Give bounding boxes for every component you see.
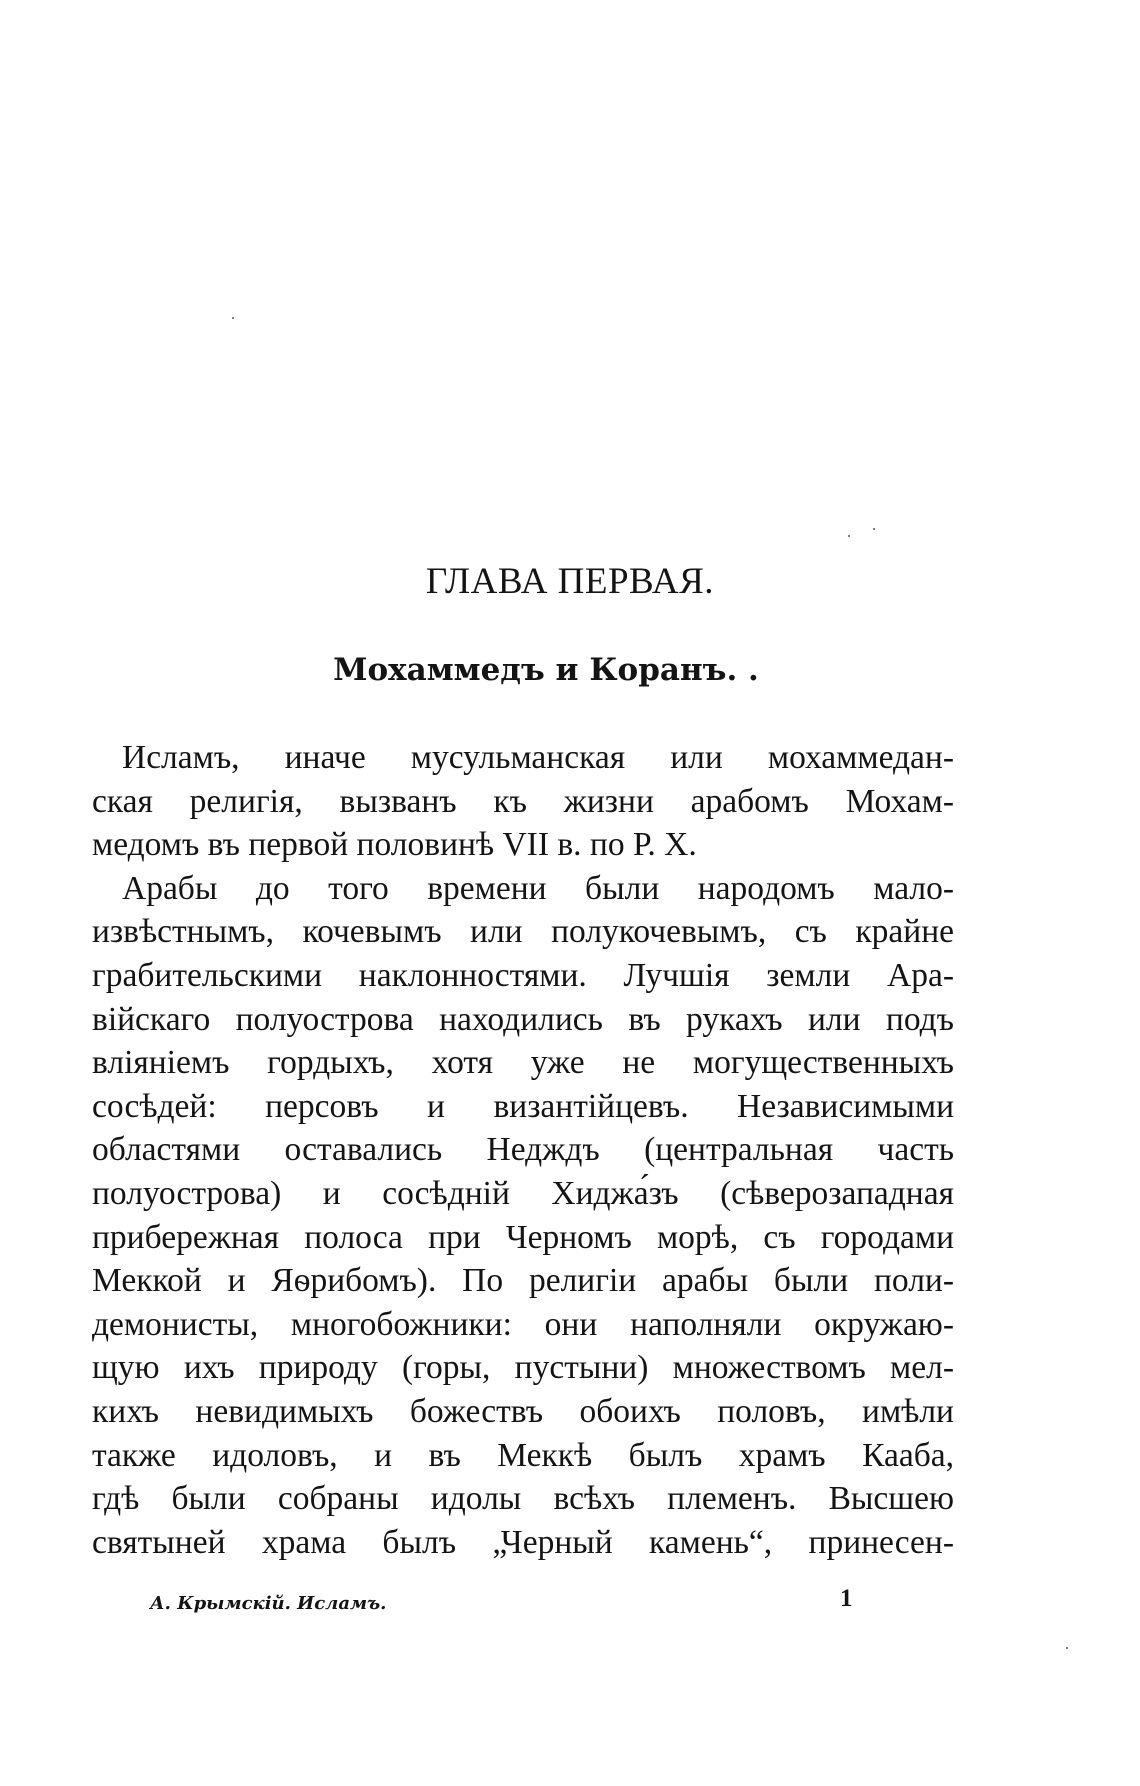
body-text	[92, 736, 954, 1564]
page-number: 1	[840, 1585, 853, 1612]
paragraph	[92, 867, 954, 1565]
text-line: областями оставались Недждъ (центральная часть	[92, 1131, 954, 1169]
text-line: медомъ въ первой половинѣ VII в. по Р. Х.	[92, 826, 697, 864]
text-line: также идоловъ, и въ Меккѣ былъ храмъ Кааба,	[92, 1436, 954, 1474]
print-speck	[848, 535, 850, 537]
text-line: демонисты, многобожники: они наполняли окружаю-	[92, 1305, 954, 1343]
text-line: ская религія, вызванъ къ жизни арабомъ Мохам-	[92, 782, 954, 820]
print-speck	[873, 528, 875, 530]
text-line: сосѣдей: персовъ и византійцевъ. Независимыми	[92, 1087, 954, 1125]
text-line: Исламъ, иначе мусульманская или мохаммедан-	[122, 739, 954, 776]
text-line: гдѣ были собраны идолы всѣхъ племенъ. Высшею	[92, 1480, 954, 1518]
text-line: Меккой и Яѳрибомъ). По религіи арабы были поли-	[92, 1262, 954, 1300]
text-line: кихъ невидимыхъ божествъ обоихъ половъ, имѣли	[92, 1392, 954, 1430]
text-line: грабительскими наклонностями. Лучшія земли Ара-	[92, 956, 954, 994]
chapter-heading: ГЛАВА ПЕРВАЯ.	[425, 561, 715, 602]
text-line: вліяніемъ гордыхъ, хотя уже не могущественныхъ	[92, 1044, 954, 1082]
text-line: Арабы до того времени были народомъ мало-	[122, 869, 954, 907]
text-line: извѣстнымъ, кочевымъ или полукочевымъ, съ крайне	[92, 913, 954, 951]
running-footer-author-title: А. Крымскій. Исламъ.	[150, 1593, 387, 1614]
print-speck	[1066, 1647, 1068, 1649]
paragraph	[92, 736, 954, 867]
text-line: щую ихъ природу (горы, пустыни) множествомъ мел-	[92, 1349, 954, 1387]
print-speck	[232, 317, 234, 319]
text-line: прибережная полоса при Черномъ морѣ, съ городами	[92, 1218, 954, 1256]
text-line: святыней храма былъ „Черный камень“, принесен-	[92, 1523, 954, 1561]
text-line: полуострова) и сосѣдній Хиджа́зъ (сѣверозападная	[92, 1174, 954, 1212]
text-line: вiйскаго полуострова находились въ рукахъ или подъ	[92, 1000, 954, 1038]
chapter-title: Мохаммедъ и Коранъ. .	[333, 652, 759, 688]
